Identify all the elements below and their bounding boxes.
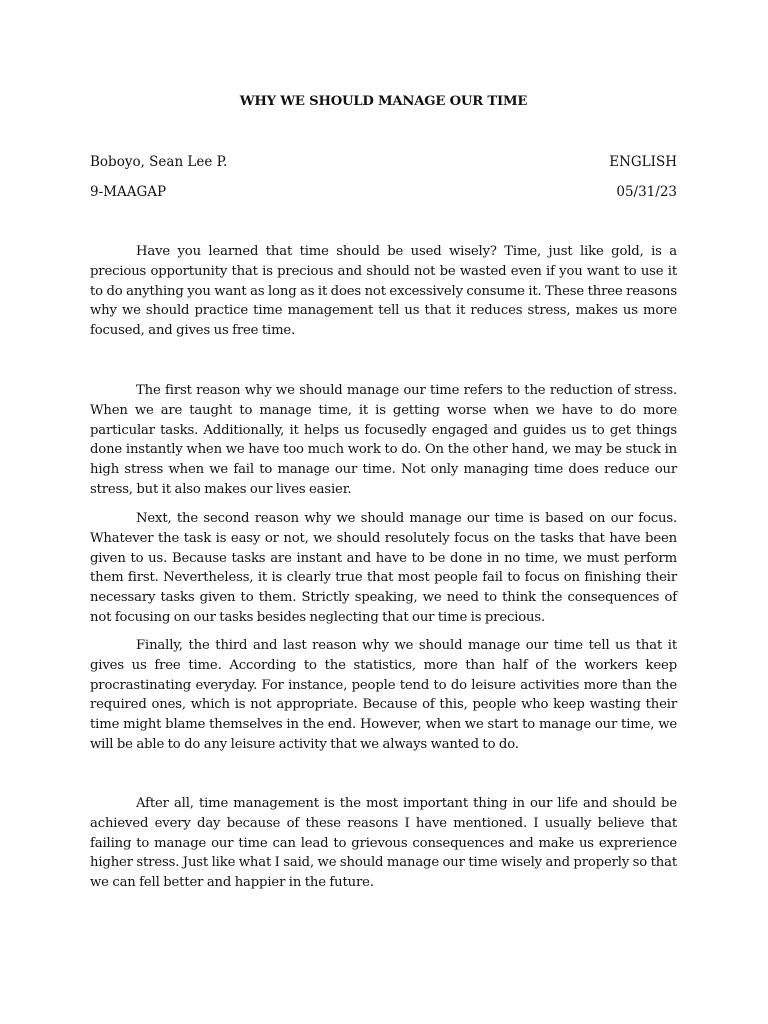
subject-label: ENGLISH [609, 154, 677, 170]
paragraph-introduction: Have you learned that time should be used wisely? Time, just like gold, is a precious opportunity that is precious and should not be wasted even if you want to use it to do anything you want as long as it does not excessively consume it. These three reasons why we should practice time management tell us that it reduces stress, makes us more focused, and gives us free time. [90, 244, 677, 339]
paragraph-conclusion: After all, time management is the most important thing in our life and should be achieved every day because of these reasons I have mentioned. I usually believe that failing to manage our time can lead to grievous consequences and make us exprerience higher stress. Just like what I said, we should manage our time wisely and properly so that we can fell better and happier in the future. [90, 796, 677, 891]
author-name: Boboyo, Sean Lee P. [90, 154, 228, 170]
paragraph-third-reason: Finally, the third and last reason why we should manage our time tell us that it gives us free time. According to the statistics, more than half of the workers keep procrastinating everyday. For instance, people tend to do leisure activities more than the required ones, which is not appropriate. Because of this, people who keep wasting their time might blame themselves in the end. However, when we start to manage our time, we will be able to do any leisure activity that we always wanted to do. [90, 638, 677, 752]
paragraph-first-reason: The first reason why we should manage our time refers to the reduction of stress. When we are taught to manage time, it is getting worse when we have to do more particular tasks. Additionally, it helps us focusedly engaged and guides us to get things done instantly when we have too much work to do. On the other hand, we may be stuck in high stress when we fail to manage our time. Not only managing time does reduce our stress, but it also makes our lives easier. [90, 383, 677, 497]
header-row-2 [90, 184, 677, 200]
section-label: 9-MAAGAP [90, 184, 167, 200]
paragraph-second-reason: Next, the second reason why we should manage our time is based on our focus. Whatever the task is easy or not, we should resolutely focus on the tasks that have been given to us. Because tasks are instant and have to be done in no time, we must perform them first. Nevertheless, it is clearly true that most people fail to focus on finishing their necessary tasks given to them. Strictly speaking, we need to think the consequences of not focusing on our tasks besides neglecting that our time is precious. [90, 511, 677, 625]
header-row-1 [90, 154, 677, 170]
date-label: 05/31/23 [616, 184, 677, 200]
essay-title: WHY WE SHOULD MANAGE OUR TIME [239, 94, 528, 109]
